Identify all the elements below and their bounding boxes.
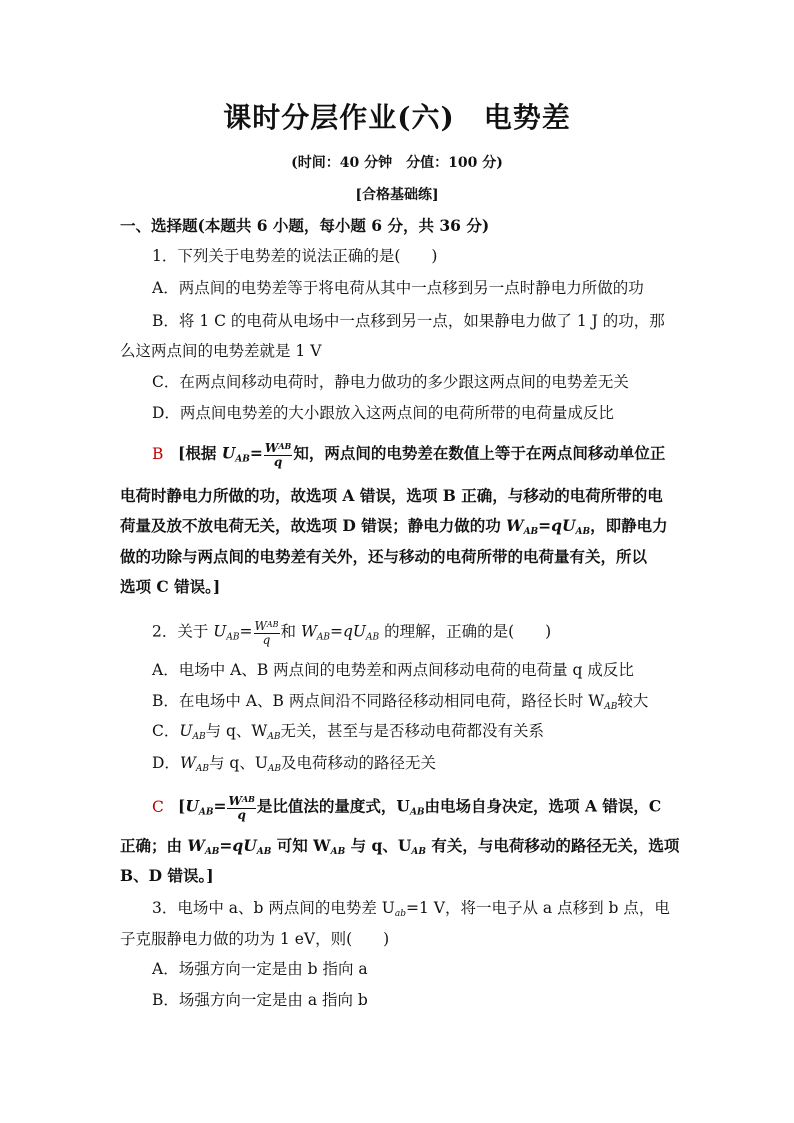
q1-option-d: D．两点间电势差的大小跟放入这两点间的电荷所带的电荷量成反比 xyxy=(152,404,614,422)
page-title: 课时分层作业(六) 电势差 xyxy=(223,101,571,134)
q3-stem-line1: 3．电场中 a、b 两点间的电势差 $U_{ab}=1$ V，将一电子从 a 点移到 b 点，电 xyxy=(152,899,670,919)
q2-option-c: C．$U_{AB}$与 q、$W_{AB}$无关，甚至与是否移动电荷都没有关系 xyxy=(152,722,544,742)
q3-option-a: A．场强方向一定是由 b 指向 a xyxy=(152,960,368,978)
q1-explanation-line3: 荷量及放不放电荷无关，故选项 D 错误；静电力做的功 $W_{AB}=qU_{AB}$，即静电力 xyxy=(120,516,668,537)
formula-fraction: $\frac{W^{AB}}{q}$ xyxy=(264,441,292,469)
q1-stem: 1．下列关于电势差的说法正确的是( ) xyxy=(152,247,438,265)
q2-option-a: A．电场中 A、B 两点间的电势差和两点间移动电荷的电荷量 q 成反比 xyxy=(152,661,634,679)
q2-option-b: B．在电场中 A、B 两点间沿不同路径移动相同电荷，路径长时 $W_{AB}$较大 xyxy=(152,692,649,712)
q3-option-b: B．场强方向一定是由 a 指向 b xyxy=(152,991,368,1009)
q2-explanation-line2: 正确；由 $W_{AB}=qU_{AB}$ 可知 $W_{AB}$ 与 q、$U_{AB}$ 有关，与电荷移动的路径无关，选项 xyxy=(120,836,680,857)
q1-answer: B xyxy=(152,444,164,463)
time-score-info: (时间：40 分钟 分值：100 分) xyxy=(291,155,503,171)
q1-option-b-cont: 么这两点间的电势差就是 1 V xyxy=(120,342,322,360)
q2-explanation-line1: C [$U_{AB}=$ $\frac{W^{AB}}{q}$ 是比值法的量度式，$U_{AB}$由电场自身决定，选项 A 错误，C xyxy=(152,794,662,822)
q2-explanation-line3: B、D 错误。] xyxy=(120,866,214,885)
q3-stem-line2: 子克服静电力做的功为 1 eV，则( ) xyxy=(120,930,390,948)
q1-option-c: C．在两点间移动电荷时，静电力做功的多少跟这两点间的电势差无关 xyxy=(152,373,629,391)
q2-option-d: D．$W_{AB}$与 q、$U_{AB}$及电荷移动的路径无关 xyxy=(152,754,437,774)
q1-option-a: A．两点间的电势差等于将电荷从其中一点移到另一点时静电力所做的功 xyxy=(152,279,644,297)
q1-explanation-line5: 选项 C 错误。] xyxy=(120,577,221,596)
q2-answer: C xyxy=(152,797,164,816)
formula-fraction: $\frac{W^{AB}}{q}$ xyxy=(228,794,255,822)
section-heading: [合格基础练] xyxy=(355,187,439,203)
q1-explanation-line2: 电荷时静电力所做的功，故选项 A 错误，选项 B 正确，与移动的电荷所带的电 xyxy=(120,486,663,505)
q2-stem: 2．关于 $U_{AB}=$ $\frac{W^{AB}}{q}$ 和 $W_{AB}=qU_{AB}$ 的理解，正确的是( ) xyxy=(152,619,552,647)
part-heading: 一、选择题(本题共 6 小题，每小题 6 分，共 36 分) xyxy=(120,216,490,235)
q1-explanation-line1: B [根据 $U_{AB}=$ $\frac{W^{AB}}{q}$ 知，两点间的电势差在数值上等于在两点间移动单位正 xyxy=(152,441,666,469)
q1-option-b: B．将 1 C 的电荷从电场中一点移到另一点，如果静电力做了 1 J 的功，那 xyxy=(152,312,665,330)
q1-explanation-line4: 做的功除与两点间的电势差有关外，还与移动的电荷所带的电荷量有关，所以 xyxy=(120,547,648,566)
formula-fraction: $\frac{W^{AB}}{q}$ xyxy=(254,619,279,647)
